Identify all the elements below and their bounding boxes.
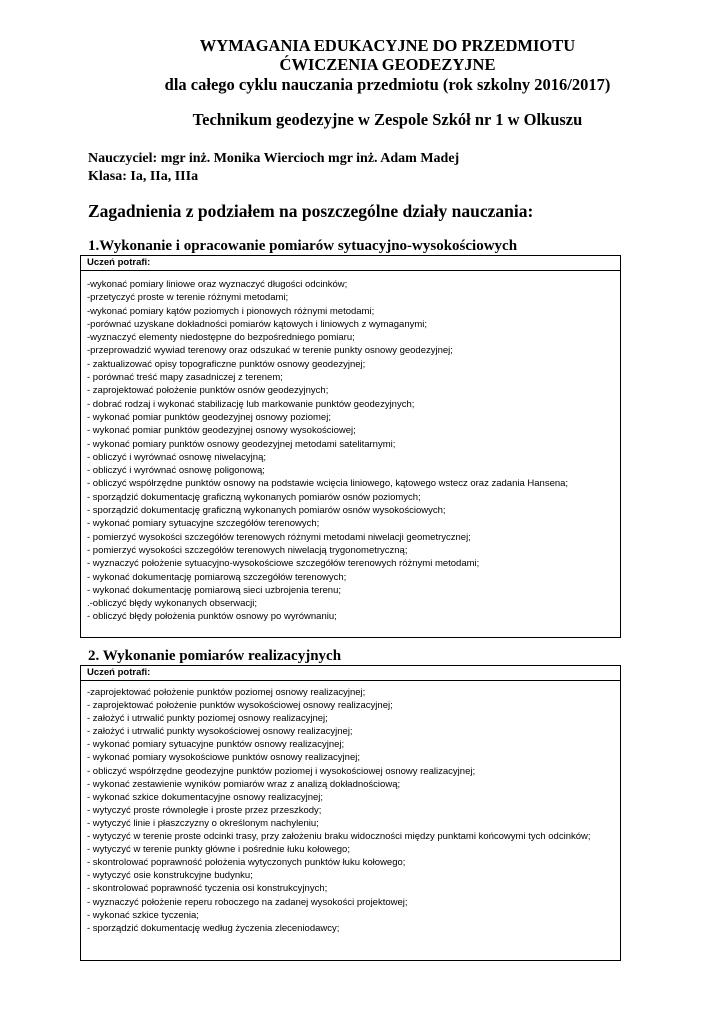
section-2-title: 2. Wykonanie pomiarów realizacyjnych — [88, 648, 342, 664]
requirement-item: - wytyczyć osie konstrukcyjne budynku; — [87, 870, 253, 882]
requirement-item: - zaktualizować opisy topograficzne punktów osnowy geodezyjnej; — [87, 358, 366, 370]
requirement-item: - zaprojektować położenie punktów osnów geodezyjnych; — [87, 385, 329, 397]
requirement-item: -zaprojektować położenie punktów poziomej osnowy realizacyjnej; — [87, 687, 366, 698]
requirement-item: -przetyczyć proste w terenie różnymi metodami; — [87, 292, 289, 304]
requirement-item: - wykonać szkice dokumentacyjne osnowy realizacyjnej; — [87, 791, 324, 803]
class-info: Klasa: Ia, IIa, IIIa — [88, 169, 199, 184]
requirement-item: - wykonać dokumentację pomiarową sieci uzbrojenia terenu; — [87, 584, 341, 596]
requirement-item: - obliczyć i wyrównać osnowę niwelacyjną; — [87, 451, 266, 463]
section-1-table-header: Uczeń potrafi: — [81, 256, 620, 271]
document-subtitle: dla całego cyklu nauczania przedmiotu (rok szkolny 2016/2017) — [164, 75, 611, 94]
requirement-item: - wyznaczyć położenie sytuacyjno-wysokościowe szczegółów terenowych różnymi metodami; — [87, 558, 480, 570]
section-1-table — [80, 255, 621, 638]
section-2-table-header: Uczeń potrafi: — [81, 666, 620, 681]
teacher-info: Nauczyciel: mgr inż. Monika Wiercioch mgr inż. Adam Madej — [88, 151, 460, 166]
requirement-item: - wykonać pomiary sytuacyjne szczegółów terenowych; — [87, 518, 320, 530]
requirement-item: - wykonać dokumentację pomiarową szczegółów terenowych; — [87, 571, 347, 583]
requirement-item: - założyć i utrwalić punkty poziomej osnowy realizacyjnej; — [87, 713, 328, 725]
requirement-item: -wykonać pomiary liniowe oraz wyznaczyć długości odcinków; — [87, 279, 348, 290]
requirement-item: - obliczyć i wyrównać osnowę poligonową; — [87, 465, 265, 477]
requirement-item: - skontrolować poprawność położenia wytyczonych punktów łuku kołowego; — [87, 857, 406, 869]
requirement-item: - wytyczyć w terenie proste odcinki trasy, przy założeniu braku widoczności między punktami końcowymi tych odcinków; — [87, 831, 591, 843]
requirement-item: - wykonać pomiar punktów geodezyjnej osnowy wysokościowej; — [87, 425, 356, 437]
section-2-table-body — [81, 681, 620, 935]
requirement-item: - skontrolować poprawność tyczenia osi konstrukcyjnych; — [87, 883, 328, 895]
requirement-item: - wykonać szkice tyczenia; — [87, 909, 199, 921]
requirement-item: - sporządzić dokumentację według życzenia zleceniodawcy; — [87, 922, 340, 934]
requirement-item: - obliczyć błędy położenia punktów osnowy po wyrównaniu; — [87, 611, 337, 623]
main-heading: Zagadnienia z podziałem na poszczególne działy nauczania: — [88, 201, 534, 221]
requirement-item: - porównać treść mapy zasadniczej z terenem; — [87, 372, 283, 384]
requirement-item: -wyznaczyć elementy niedostępne do bezpośredniego pomiaru; — [87, 332, 355, 344]
section-1-title: 1.Wykonanie i opracowanie pomiarów sytuacyjno-wysokościowych — [88, 238, 518, 254]
requirement-item: - dobrać rodzaj i wykonać stabilizację lub markowanie punktów geodezyjnych; — [87, 398, 415, 410]
requirement-item: - sporządzić dokumentację graficzną wykonanych pomiarów osnów poziomych; — [87, 491, 421, 503]
document-title-line-2: ĆWICZENIA GEODEZYJNE — [279, 55, 496, 74]
requirement-item: - wytyczyć w terenie punkty główne i pośrednie łuku kołowego; — [87, 844, 350, 856]
requirement-item: - wykonać pomiary wysokościowe punktów osnowy realizacyjnej; — [87, 752, 360, 764]
section-2-table — [80, 665, 621, 961]
requirement-item: - wyznaczyć położenie reperu roboczego na zadanej wysokości projektowej; — [87, 896, 408, 908]
requirement-item: - obliczyć współrzędne punktów osnowy na podstawie wcięcia liniowego, kątowego wstecz oraz zadania Hansena; — [87, 478, 569, 490]
requirement-item: - założyć i utrwalić punkty wysokościowej osnowy realizacyjnej; — [87, 726, 353, 738]
requirement-item: - wykonać pomiary sytuacyjne punktów osnowy realizacyjnej; — [87, 739, 345, 751]
requirement-item: - pomierzyć wysokości szczegółów terenowych niwelacją trygonometryczną; — [87, 544, 408, 556]
requirement-item: - obliczyć współrzędne geodezyjne punktów poziomej i wysokościowej osnowy realizacyjnej; — [87, 765, 476, 777]
requirement-item: - wytyczyć linie i płaszczyzny o określonym nachyleniu; — [87, 817, 319, 829]
requirement-item: - zaprojektować położenie punktów wysokościowej osnowy realizacyjnej; — [87, 700, 393, 712]
requirement-item: .-obliczyć błędy wykonanych obserwacji; — [87, 598, 258, 610]
requirement-item: - wykonać pomiar punktów geodezyjnej osnowy poziomej; — [87, 411, 331, 423]
requirement-item: -przeprowadzić wywiad terenowy oraz odszukać w terenie punkty osnowy geodezyjnej; — [87, 345, 453, 357]
requirement-item: - wykonać zestawienie wyników pomiarów wraz z analizą dokładnościową; — [87, 778, 401, 790]
requirement-item: -wykonać pomiary kątów poziomych i pionowych różnymi metodami; — [87, 305, 375, 317]
document-title-line-1: WYMAGANIA EDUKACYJNE DO PRZEDMIOTU — [199, 36, 576, 55]
requirement-item: -porównać uzyskane dokładności pomiarów kątowych i liniowych z wymaganymi; — [87, 318, 428, 330]
requirement-item: - sporządzić dokumentację graficzną wykonanych pomiarów osnów wysokościowych; — [87, 505, 446, 517]
section-1-table-body — [81, 271, 620, 624]
requirement-item: - wykonać pomiary punktów osnowy geodezyjnej metodami satelitarnymi; — [87, 438, 396, 450]
requirement-item: - wytyczyć proste równoległe i proste przez przeszkody; — [87, 804, 322, 816]
school-name: Technikum geodezyjne w Zespole Szkół nr 1 w Olkuszu — [192, 110, 583, 129]
requirement-item: - pomierzyć wysokości szczegółów terenowych różnymi metodami niwelacji geometrycznej; — [87, 531, 471, 543]
